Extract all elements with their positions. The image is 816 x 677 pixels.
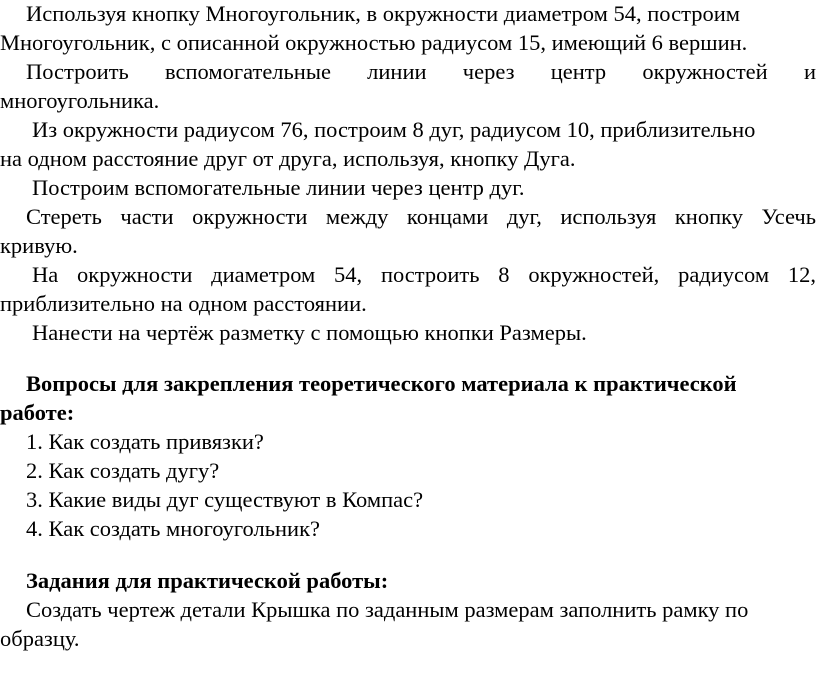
paragraph-2-line-2: многоугольника. <box>0 88 160 113</box>
question-item-2: 2. Как создать дугу? <box>26 458 220 483</box>
paragraph-6-line-2: приблизительно на одном расстоянии. <box>0 291 367 316</box>
questions-heading-line-2: работе: <box>0 400 75 425</box>
tasks-line-2: образцу. <box>0 626 80 651</box>
question-item-4: 4. Как создать многоугольник? <box>26 516 320 541</box>
paragraph-6-line-1: На окружности диаметром 54, построить 8 окружностей, радиусом 12, <box>32 262 816 287</box>
paragraph-7-line-1: Нанести на чертёж разметку с помощью кнопки Размеры. <box>32 320 587 345</box>
paragraph-2-line-1: Построить вспомогательные линии через центр окружностей и <box>26 59 816 84</box>
paragraph-3-line-2: на одном расстояние друг от друга, используя, кнопку Дуга. <box>0 146 576 171</box>
paragraph-5-line-1: Стереть части окружности между концами дуг, используя кнопку Усечь <box>26 204 816 229</box>
paragraph-1-line-1: Используя кнопку Многоугольник, в окружности диаметром 54, построим <box>26 1 740 26</box>
questions-heading-line-1: Вопросы для закрепления теоретического материала к практической <box>26 371 737 396</box>
question-item-3: 3. Какие виды дуг существуют в Компас? <box>26 487 424 512</box>
paragraph-1-line-2: Многоугольник, с описанной окружностью радиусом 15, имеющий 6 вершин. <box>0 30 748 55</box>
paragraph-3-line-1: Из окружности радиусом 76, построим 8 дуг, радиусом 10, приблизительно <box>32 117 756 142</box>
paragraph-5-line-2: кривую. <box>0 233 78 258</box>
tasks-heading: Задания для практической работы: <box>26 568 389 593</box>
question-item-1: 1. Как создать привязки? <box>26 429 264 454</box>
tasks-line-1: Создать чертеж детали Крышка по заданным размерам заполнить рамку по <box>26 597 749 622</box>
paragraph-4-line-1: Построим вспомогательные линии через центр дуг. <box>32 175 525 200</box>
